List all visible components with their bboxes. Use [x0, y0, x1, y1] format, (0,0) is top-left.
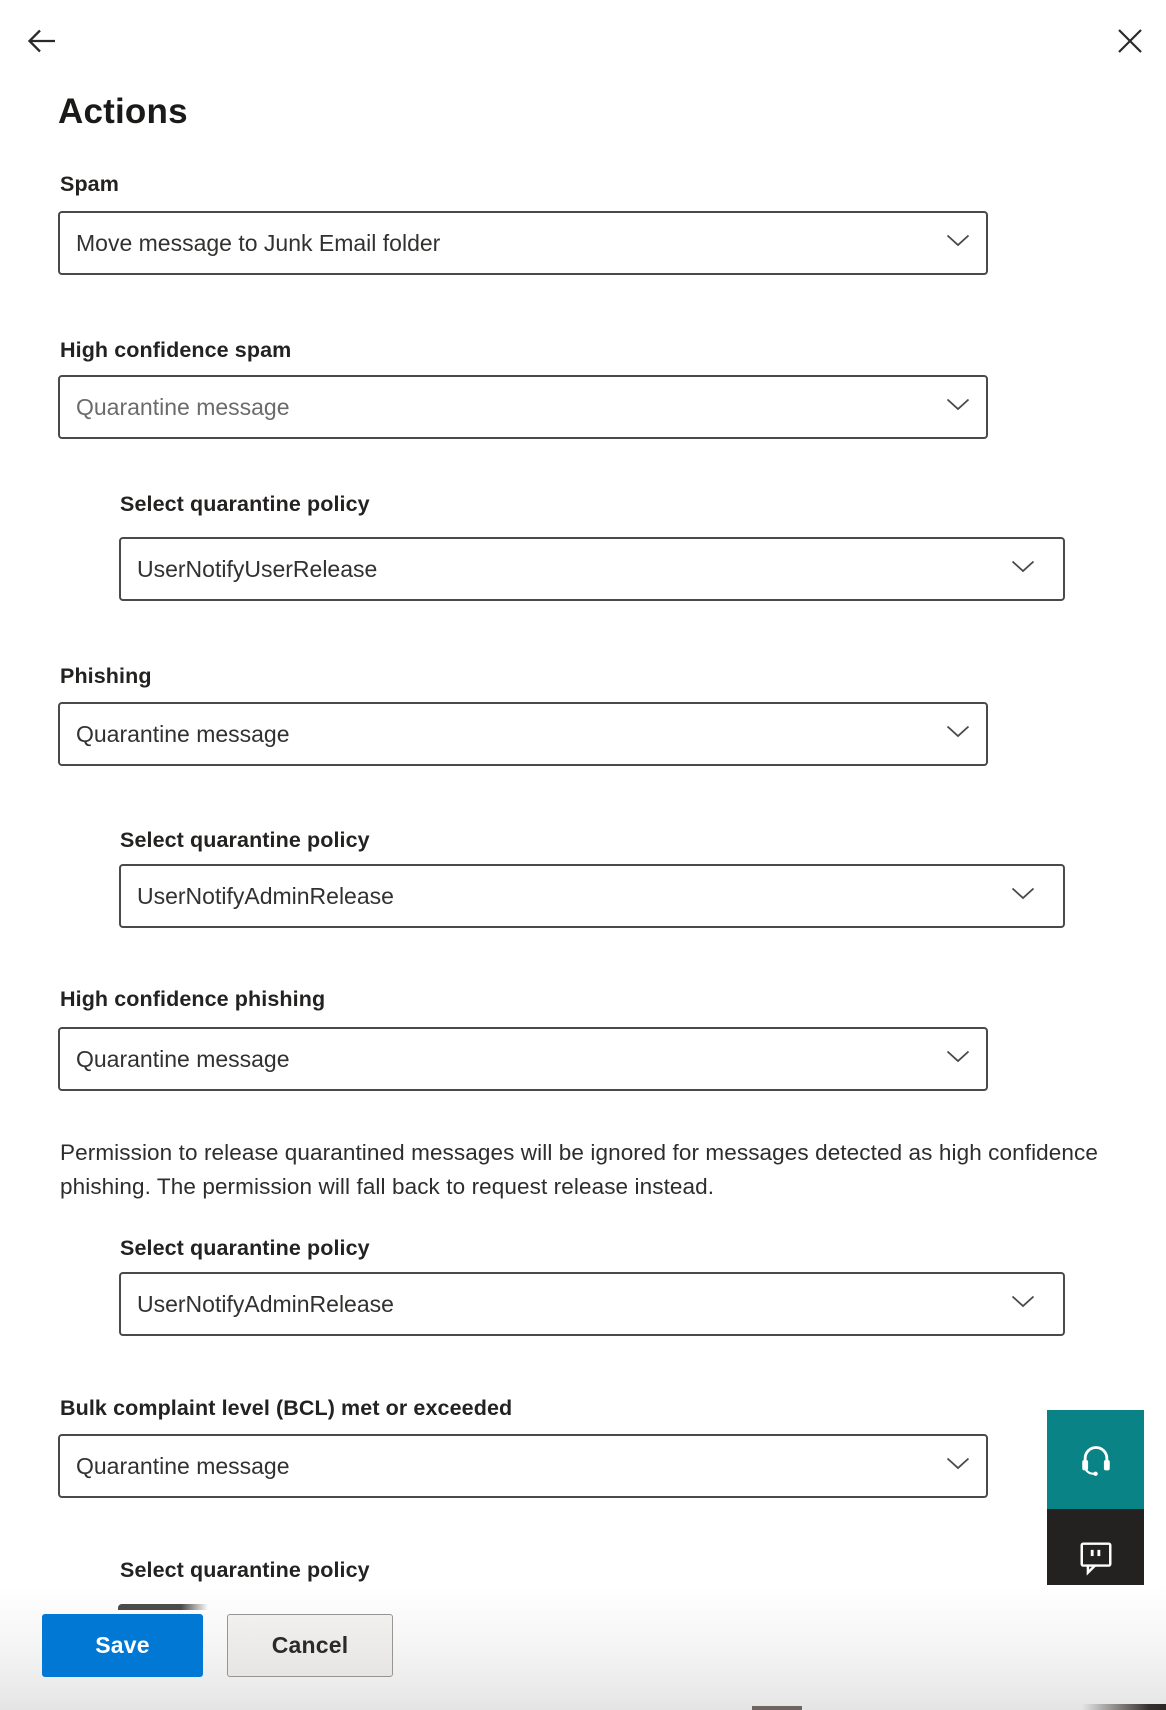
hcp-quarantine-policy-select[interactable] [119, 1272, 1065, 1336]
spam-label: Spam [60, 172, 119, 196]
hcs-quarantine-policy-value: UserNotifyUserRelease [137, 555, 378, 582]
phishing-label: Phishing [60, 664, 152, 688]
bcl-quarantine-policy-label: Select quarantine policy [120, 1558, 370, 1582]
bcl-select[interactable] [58, 1434, 988, 1498]
chevron-down-icon [946, 725, 970, 743]
bcl-value: Quarantine message [76, 1452, 290, 1479]
phishing-quarantine-policy-value: UserNotifyAdminRelease [137, 882, 394, 909]
chat-bubble-icon [1077, 1538, 1115, 1576]
clipped-dropdown-edge [118, 1604, 208, 1610]
close-icon [1115, 26, 1145, 56]
phishing-select[interactable] [58, 702, 988, 766]
phishing-value: Quarantine message [76, 720, 290, 747]
high-confidence-phishing-select[interactable] [58, 1027, 988, 1091]
chevron-down-icon [946, 1050, 970, 1068]
hcs-quarantine-policy-select[interactable] [119, 537, 1065, 601]
support-button[interactable] [1047, 1410, 1144, 1509]
chevron-down-icon [1011, 560, 1035, 578]
high-confidence-phishing-label: High confidence phishing [60, 987, 326, 1011]
high-confidence-spam-label: High confidence spam [60, 338, 292, 362]
spam-action-select[interactable] [58, 211, 988, 275]
bottom-edge-artifact [1082, 1704, 1166, 1710]
bottom-edge-artifact [752, 1706, 802, 1710]
hcp-quarantine-policy-label: Select quarantine policy [120, 1236, 370, 1260]
chevron-down-icon [1011, 1295, 1035, 1313]
chevron-down-icon [1011, 887, 1035, 905]
bcl-label: Bulk complaint level (BCL) met or exceeded [60, 1396, 513, 1420]
close-button[interactable] [1106, 17, 1154, 65]
page-title: Actions [58, 92, 188, 131]
phishing-quarantine-policy-select[interactable] [119, 864, 1065, 928]
back-button[interactable] [18, 18, 64, 64]
high-confidence-spam-value: Quarantine message [76, 393, 290, 420]
high-confidence-spam-select[interactable] [58, 375, 988, 439]
chevron-down-icon [946, 234, 970, 252]
phishing-quarantine-policy-label: Select quarantine policy [120, 828, 370, 852]
cancel-button[interactable]: Cancel [227, 1614, 393, 1677]
spam-action-value: Move message to Junk Email folder [76, 229, 441, 256]
hcp-quarantine-policy-value: UserNotifyAdminRelease [137, 1290, 394, 1317]
headset-icon [1076, 1440, 1116, 1480]
hcs-quarantine-policy-label: Select quarantine policy [120, 492, 370, 516]
hcp-permission-note: Permission to release quarantined messages will be ignored for messages detected as high confidence phishing. The permission will fall back to request release instead. [60, 1140, 1098, 1199]
chevron-down-icon [946, 398, 970, 416]
back-arrow-icon [22, 23, 60, 59]
bcl-quarantine-policy-label-clipped [120, 1556, 540, 1585]
high-confidence-phishing-value: Quarantine message [76, 1045, 290, 1072]
chevron-down-icon [946, 1457, 970, 1475]
save-button[interactable]: Save [42, 1614, 203, 1677]
